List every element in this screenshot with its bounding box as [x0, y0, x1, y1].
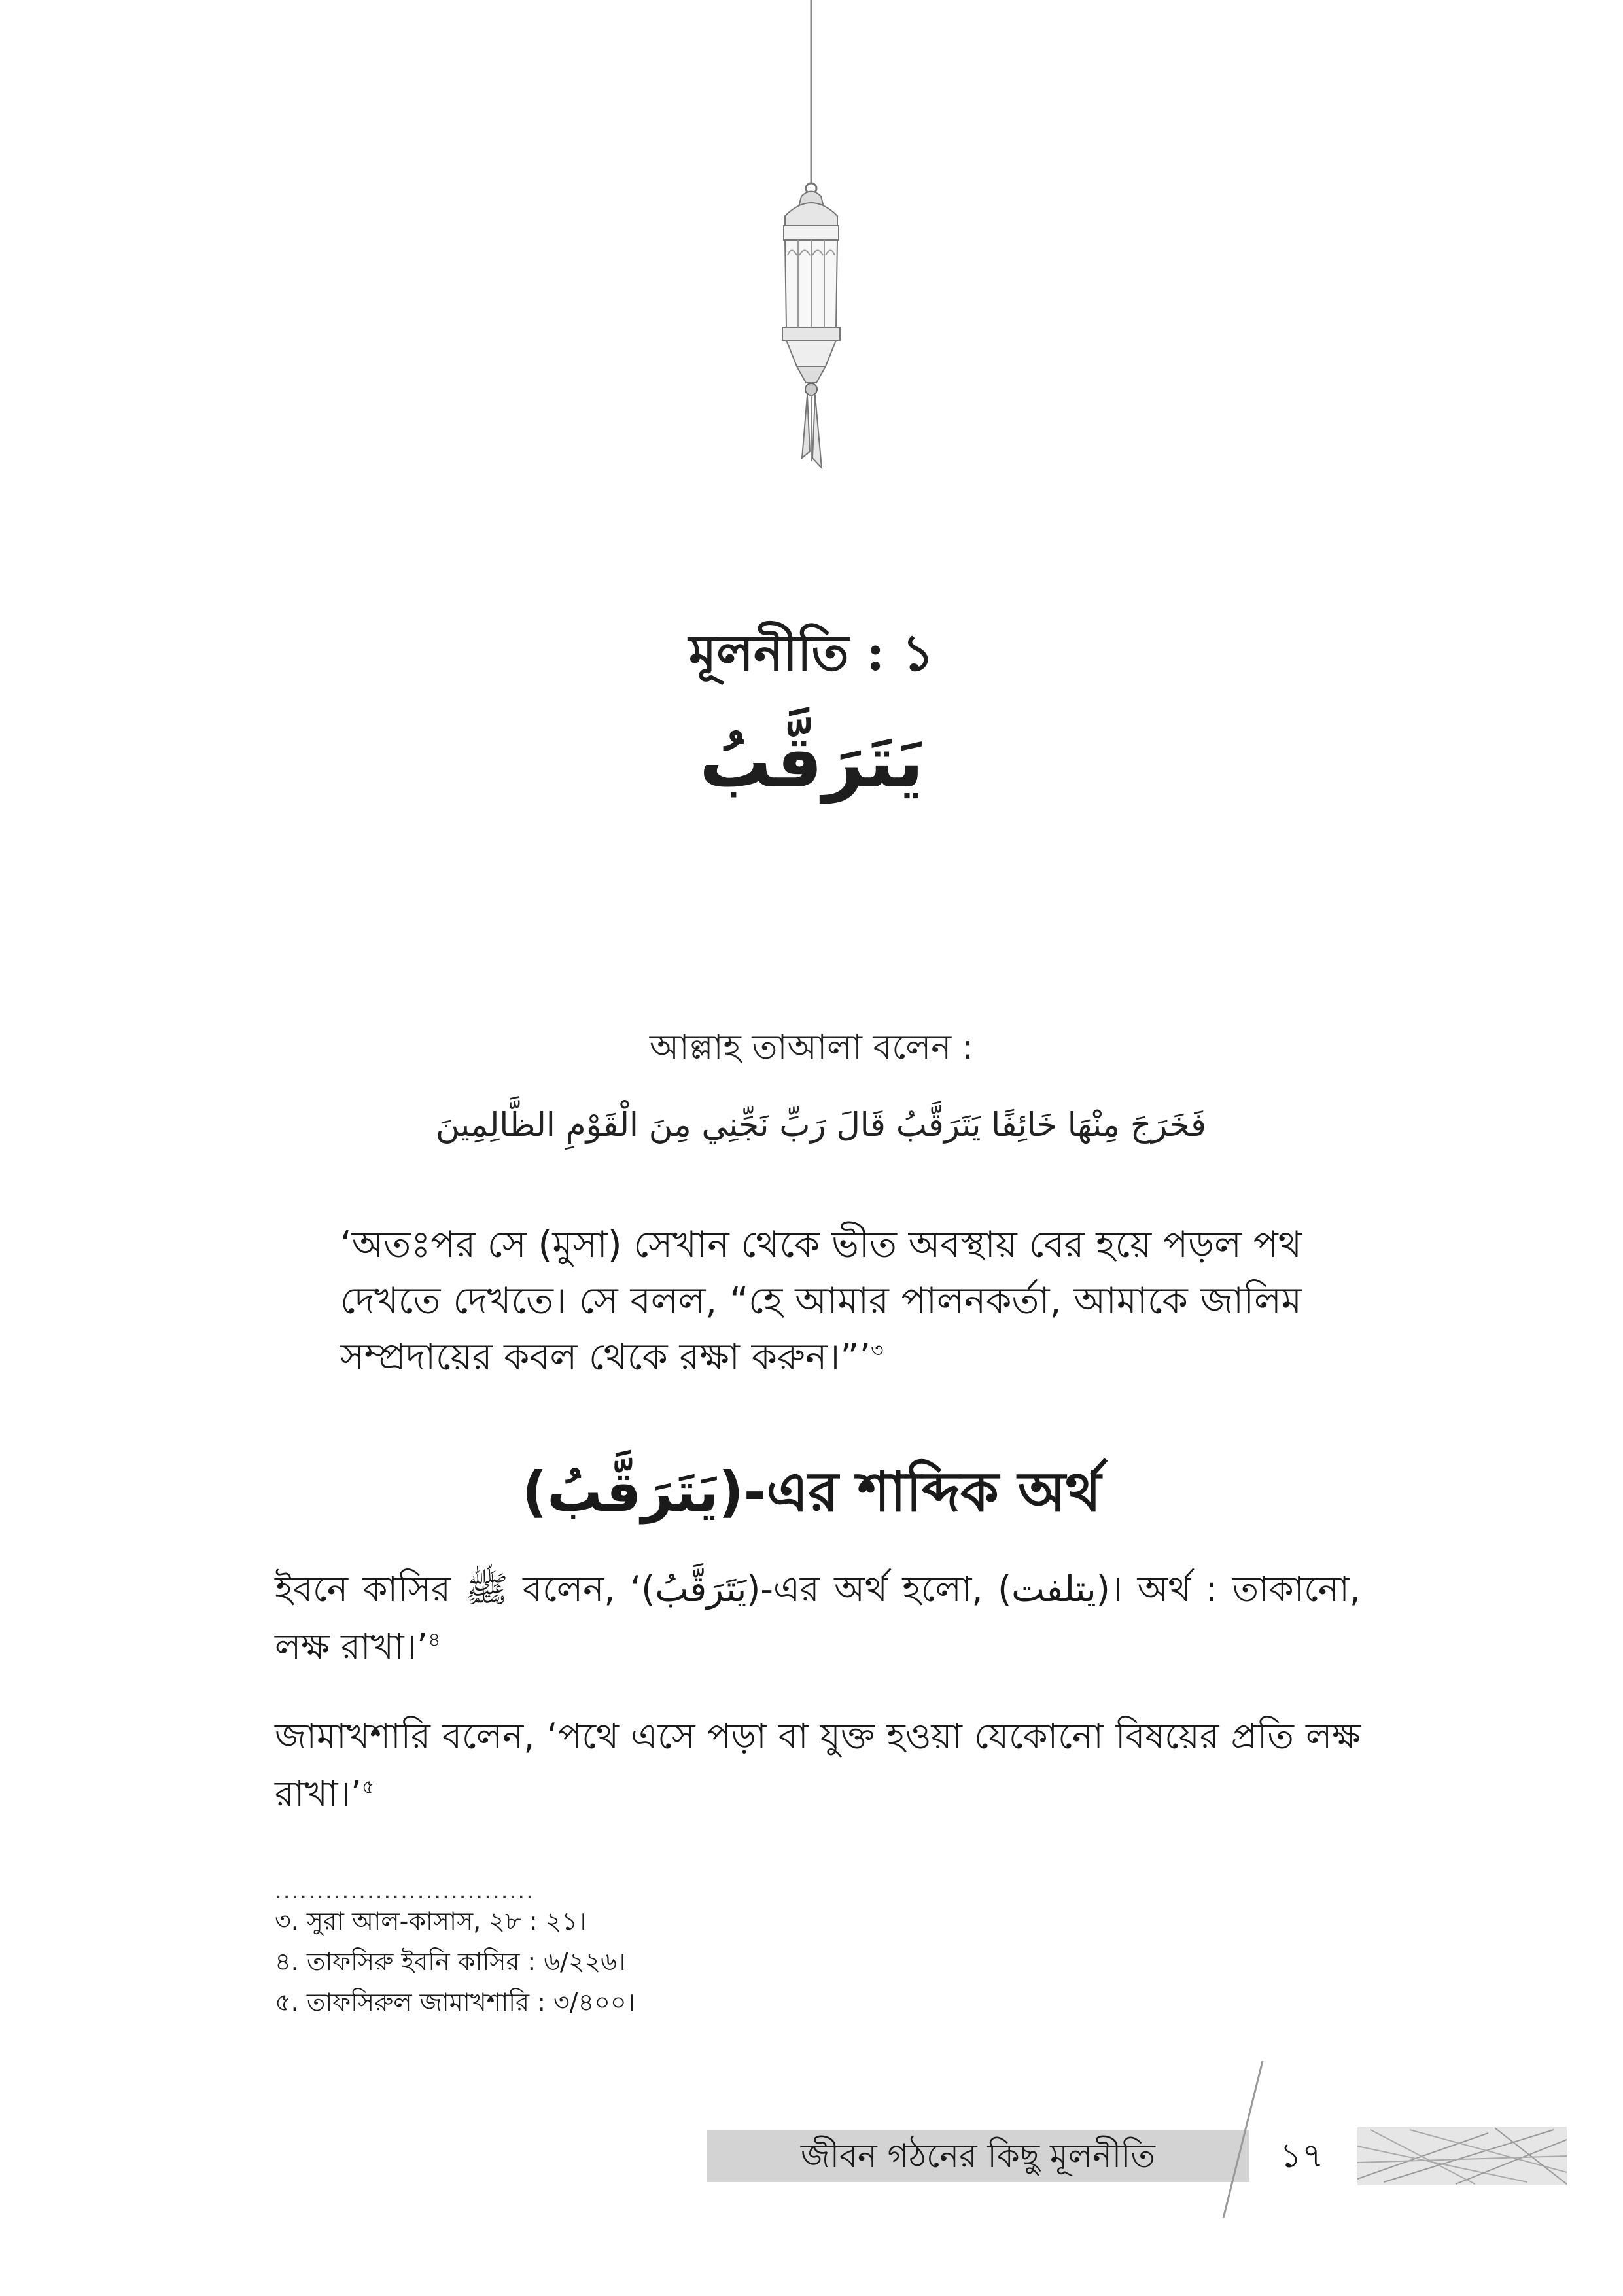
- chapter-arabic-title: يَتَرَقَّبُ: [699, 720, 924, 804]
- footnote-item: ৪. তাফসিরু ইবনি কাসির : ৬/২২৬।: [275, 1947, 626, 1976]
- footnote-ref[interactable]: ৩: [871, 1339, 884, 1362]
- footnote-ref[interactable]: ৫: [361, 1776, 375, 1799]
- footer-decoration: [1357, 2127, 1567, 2185]
- paragraph-zamakhshari: [275, 1708, 1361, 1823]
- footnote-divider: ...............................: [275, 1878, 535, 1904]
- page-number: ১৭: [1280, 2136, 1324, 2176]
- paragraph-text: জামাখশারি বলেন, ‘পথে এসে পড়া বা যুক্ত হওয়া যেকোনো বিষয়ের প্রতি লক্ষ রাখা।’: [275, 1716, 1361, 1814]
- footnote-item: ৫. তাফসিরুল জামাখশারি : ৩/৪০০।: [275, 1988, 636, 2017]
- ayah-arabic-text: فَخَرَجَ مِنْهَا خَائِفًا يَتَرَقَّبُ قَالَ رَبِّ نَجِّنِي مِنَ الْقَوْمِ الظَّالِمِينَ: [436, 1106, 1206, 1144]
- footnote-ref[interactable]: ৪: [428, 1629, 441, 1651]
- paragraph-text: ইবনে কাসির ﷺ বলেন, ‘(يَتَرَقَّبُ)-এর অর্থ হলো, (يتلفت)। অর্থ : তাকানো, লক্ষ রাখা।’: [275, 1568, 1361, 1667]
- footnotes-list: [275, 1901, 1321, 2022]
- chapter-label: মূলনীতি : ১: [689, 624, 934, 682]
- ayah-translation: [340, 1217, 1302, 1386]
- paragraph-ibn-kathir: [275, 1561, 1361, 1676]
- hanging-lantern-illustration: [765, 0, 857, 478]
- footer-book-title: জীবন গঠনের কিছু মূলনীতি: [801, 2137, 1155, 2175]
- section-heading: (يَتَرَقَّبُ)-এর শাব্দিক অর্থ: [521, 1460, 1102, 1524]
- footnote-item: ৩. সুরা আল-কাসাস, ২৮ : ২১।: [275, 1907, 587, 1935]
- intro-line: আল্লাহ তাআলা বলেন :: [649, 1028, 974, 1067]
- ayah-translation-text: ‘অতঃপর সে (মুসা) সেখান থেকে ভীত অবস্থায় বের হয়ে পড়ল পথ দেখতে দেখতে। সে বলল, “হে আমার পালনকর্তা, আমাকে জালিম সম্প্রদায়ের কবল থেকে রক্ষা করুন।”’: [340, 1224, 1302, 1379]
